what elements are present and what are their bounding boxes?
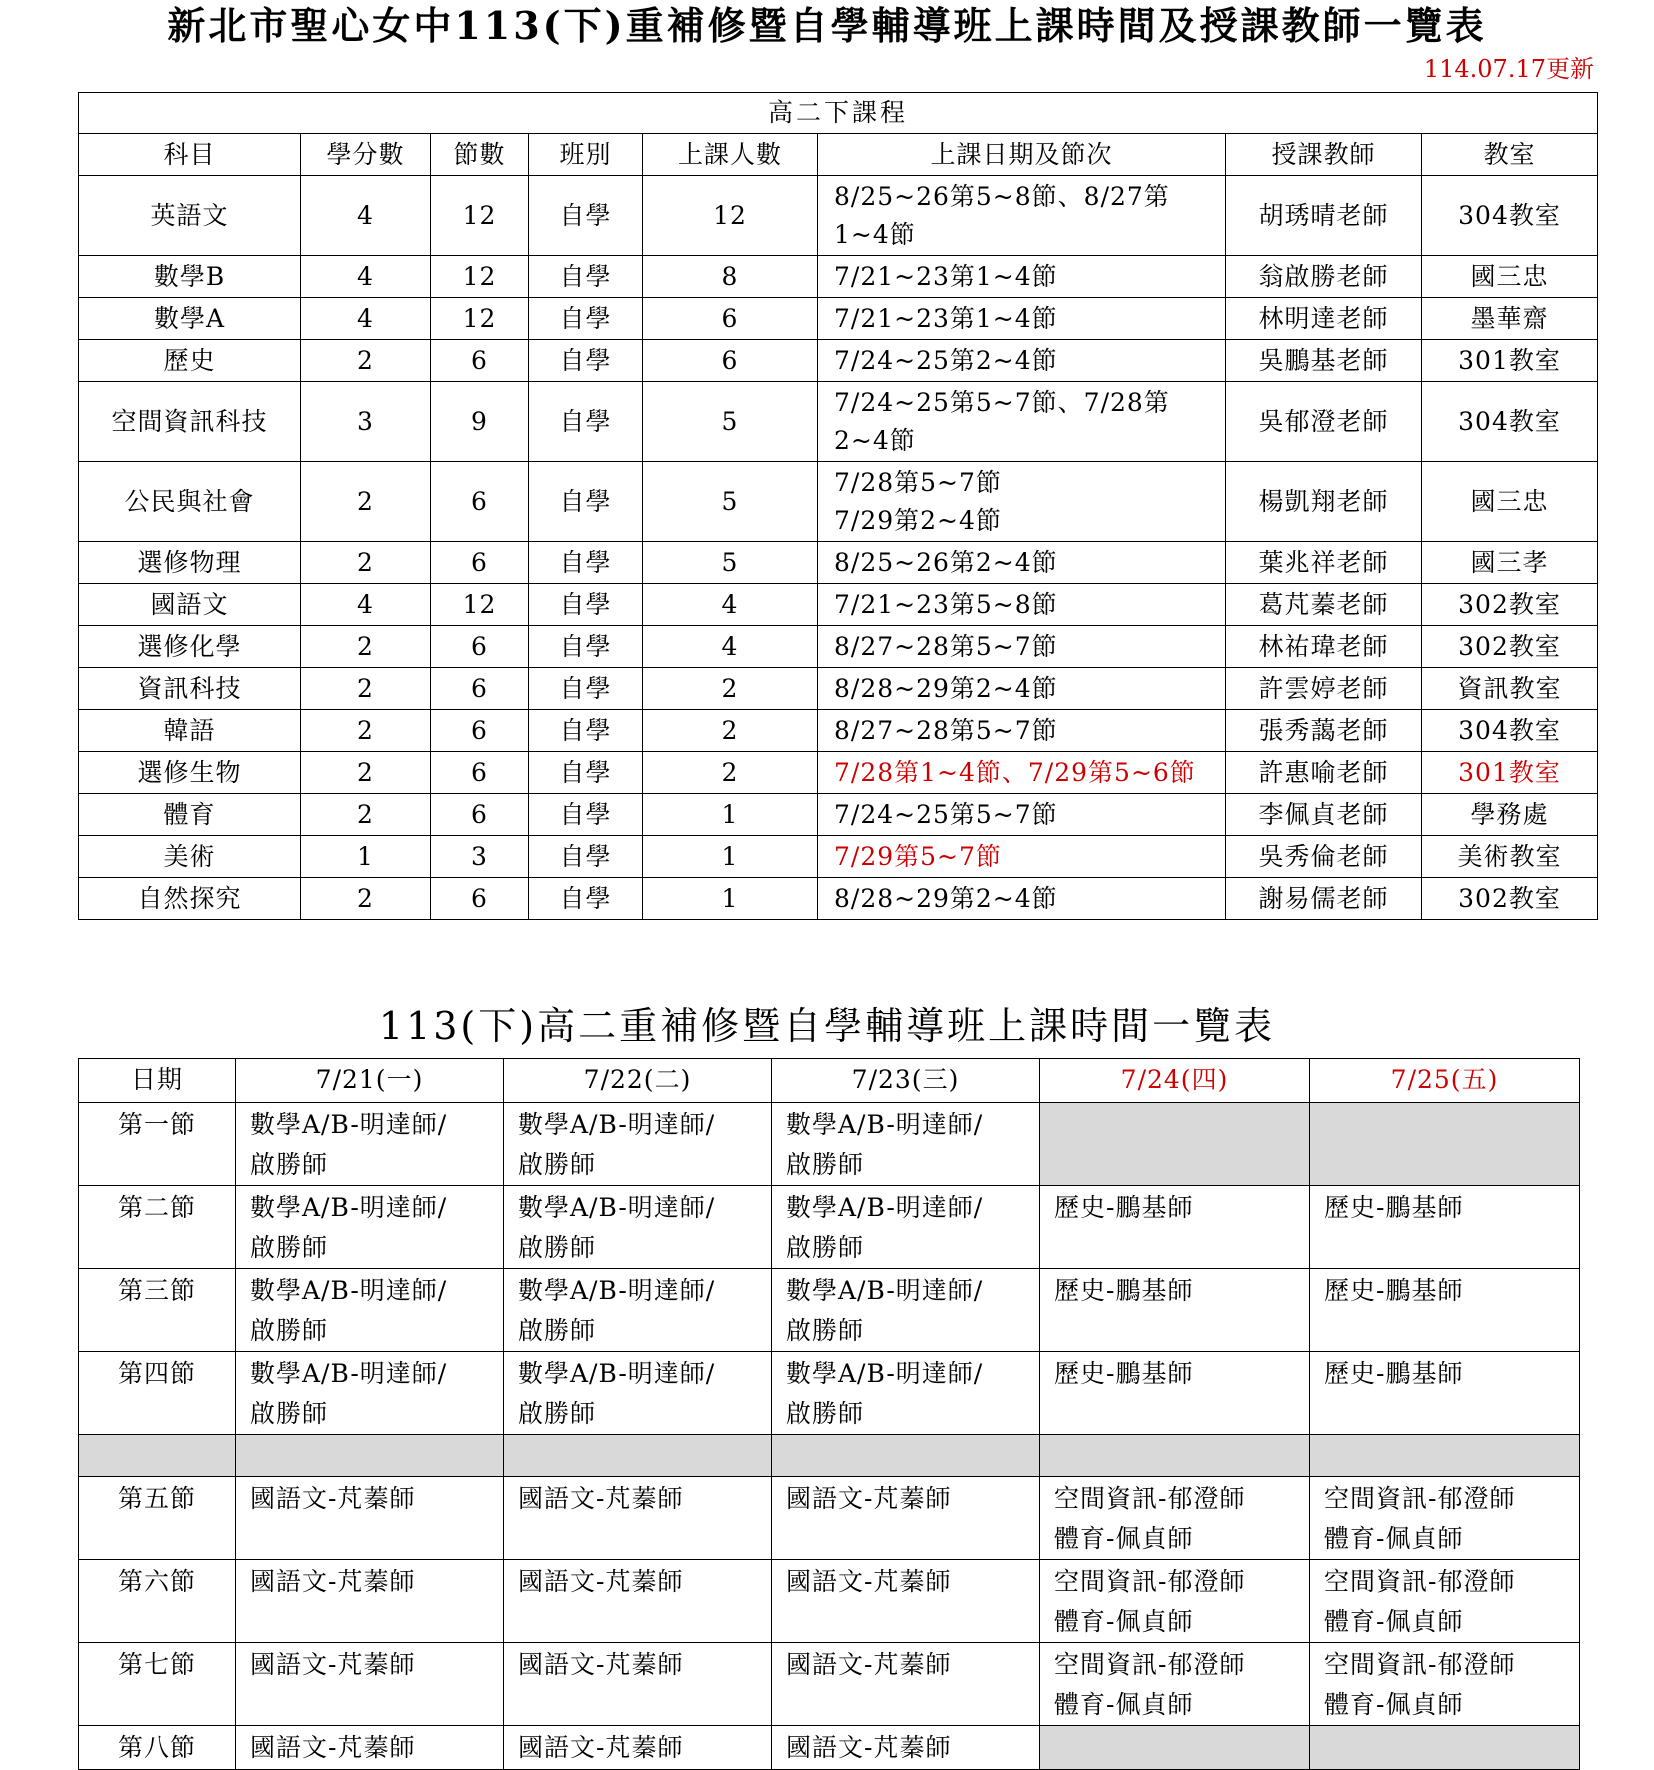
class-entry: 歷史-鵬基師 xyxy=(1324,1193,1464,1222)
cell-class: 自學 xyxy=(529,584,643,626)
cell-room: 304教室 xyxy=(1422,382,1598,462)
cell-students: 4 xyxy=(643,626,818,668)
cell-credits: 2 xyxy=(301,668,431,710)
cell-schedule: 8/25~26第2~4節 xyxy=(818,542,1226,584)
cell-class: 自學 xyxy=(529,626,643,668)
cell-students: 2 xyxy=(643,668,818,710)
class-entry: 空間資訊-郁澄師 xyxy=(1324,1650,1516,1679)
cell-credits: 2 xyxy=(301,710,431,752)
cell-class: 自學 xyxy=(529,794,643,836)
cell-students: 5 xyxy=(643,382,818,462)
table-row xyxy=(79,878,1598,920)
cell-teacher: 葛芃蓁老師 xyxy=(1226,584,1422,626)
cell-subject: 選修化學 xyxy=(79,626,301,668)
cell-schedule: 7/24~25第5~7節 xyxy=(818,794,1226,836)
schedule-cell xyxy=(1310,1477,1580,1560)
cell-periods: 6 xyxy=(431,462,529,542)
table-row xyxy=(79,340,1598,382)
cell-students: 1 xyxy=(643,836,818,878)
cell-periods: 9 xyxy=(431,382,529,462)
schedule-cell xyxy=(1310,1186,1580,1269)
schedule-cell xyxy=(236,1186,504,1269)
cell-periods: 12 xyxy=(431,176,529,256)
class-entry: 數學A/B-明達師/ xyxy=(518,1193,716,1222)
schedule-cell xyxy=(504,1269,772,1352)
cell-schedule: 8/25~26第5~8節、8/27第1~4節 xyxy=(818,176,1226,256)
schedule-row xyxy=(79,1643,1580,1726)
schedule-line: 7/29第2~4節 xyxy=(834,505,1002,535)
cell-students: 2 xyxy=(643,710,818,752)
cell-students: 4 xyxy=(643,584,818,626)
schedule-cell xyxy=(772,1560,1040,1643)
schedule-table xyxy=(78,1058,1580,1770)
cell-periods: 6 xyxy=(431,626,529,668)
class-entry: 歷史-鵬基師 xyxy=(1324,1276,1464,1305)
schedule-cell xyxy=(772,1477,1040,1560)
schedule-cell xyxy=(1040,1352,1310,1435)
schedule-cell xyxy=(1040,1560,1310,1643)
class-entry: 啟勝師 xyxy=(518,1316,597,1345)
schedule-title: 113(下)高二重補修暨自學輔導班上課時間一覽表 xyxy=(378,1004,1276,1048)
class-entry: 啟勝師 xyxy=(250,1233,329,1262)
cell-students: 6 xyxy=(643,298,818,340)
class-entry: 體育-佩貞師 xyxy=(1054,1524,1194,1553)
table-row xyxy=(79,752,1598,794)
cell-teacher: 許雲婷老師 xyxy=(1226,668,1422,710)
document-title: 新北市聖心女中113(下)重補修暨自學輔導班上課時間及授課教師一覽表 xyxy=(167,3,1487,48)
cell-class: 自學 xyxy=(529,298,643,340)
cell-subject: 美術 xyxy=(79,836,301,878)
column-header: 節數 xyxy=(431,134,529,176)
cell-subject: 韓語 xyxy=(79,710,301,752)
class-entry: 數學A/B-明達師/ xyxy=(250,1276,448,1305)
cell-students: 5 xyxy=(643,462,818,542)
schedule-cell xyxy=(504,1643,772,1726)
class-entry: 啟勝師 xyxy=(786,1150,865,1179)
cell-room: 美術教室 xyxy=(1422,836,1598,878)
cell-periods: 6 xyxy=(431,878,529,920)
cell-schedule xyxy=(818,462,1226,542)
schedule-cell xyxy=(772,1643,1040,1726)
schedule-cell xyxy=(772,1103,1040,1186)
table-row xyxy=(79,542,1598,584)
cell-periods: 6 xyxy=(431,752,529,794)
schedule-cell xyxy=(236,1726,504,1770)
column-header: 授課教師 xyxy=(1226,134,1422,176)
cell-class: 自學 xyxy=(529,710,643,752)
table-row xyxy=(79,794,1598,836)
cell-credits: 4 xyxy=(301,298,431,340)
cell-periods: 6 xyxy=(431,710,529,752)
cell-teacher: 李佩貞老師 xyxy=(1226,794,1422,836)
schedule-cell xyxy=(1040,1477,1310,1560)
cell-teacher: 謝易儒老師 xyxy=(1226,878,1422,920)
updated-date: 114.07.17更新 xyxy=(1423,55,1594,83)
class-entry: 國語文-芃蓁師 xyxy=(518,1650,684,1679)
schedule-cell xyxy=(1040,1103,1310,1186)
cell-room: 墨華齋 xyxy=(1422,298,1598,340)
cell-periods: 6 xyxy=(431,668,529,710)
class-entry: 數學A/B-明達師/ xyxy=(786,1193,984,1222)
schedule-cell xyxy=(1040,1643,1310,1726)
class-entry: 體育-佩貞師 xyxy=(1324,1524,1464,1553)
cell-subject: 自然探究 xyxy=(79,878,301,920)
cell-room: 國三忠 xyxy=(1422,462,1598,542)
cell-credits: 2 xyxy=(301,340,431,382)
schedule-cell xyxy=(504,1726,772,1770)
period-label: 第三節 xyxy=(79,1269,236,1352)
period-label: 第四節 xyxy=(79,1352,236,1435)
cell-credits: 2 xyxy=(301,794,431,836)
class-entry: 國語文-芃蓁師 xyxy=(518,1484,684,1513)
column-header: 7/22(二) xyxy=(504,1059,772,1103)
cell-schedule: 7/21~23第5~8節 xyxy=(818,584,1226,626)
class-entry: 啟勝師 xyxy=(518,1399,597,1428)
cell-teacher: 吳郁澄老師 xyxy=(1226,382,1422,462)
cell-teacher: 張秀藹老師 xyxy=(1226,710,1422,752)
schedule-cell xyxy=(504,1477,772,1560)
schedule-cell xyxy=(236,1477,504,1560)
class-entry: 空間資訊-郁澄師 xyxy=(1054,1650,1246,1679)
schedule-cell xyxy=(1040,1435,1310,1477)
class-entry: 國語文-芃蓁師 xyxy=(250,1484,416,1513)
column-header: 科目 xyxy=(79,134,301,176)
cell-subject: 數學A xyxy=(79,298,301,340)
schedule-cell xyxy=(236,1352,504,1435)
cell-subject: 數學B xyxy=(79,256,301,298)
column-header: 7/23(三) xyxy=(772,1059,1040,1103)
class-entry: 數學A/B-明達師/ xyxy=(250,1193,448,1222)
class-entry: 空間資訊-郁澄師 xyxy=(1324,1567,1516,1596)
cell-students: 2 xyxy=(643,752,818,794)
class-entry: 國語文-芃蓁師 xyxy=(250,1733,416,1762)
class-entry: 國語文-芃蓁師 xyxy=(250,1650,416,1679)
course-table xyxy=(78,92,1598,920)
period-label: 第八節 xyxy=(79,1726,236,1770)
course-table-caption: 高二下課程 xyxy=(79,93,1598,134)
class-entry: 啟勝師 xyxy=(786,1316,865,1345)
cell-periods: 12 xyxy=(431,298,529,340)
schedule-cell xyxy=(504,1435,772,1477)
cell-subject: 公民與社會 xyxy=(79,462,301,542)
schedule-cell xyxy=(236,1269,504,1352)
cell-class: 自學 xyxy=(529,836,643,878)
cell-periods: 12 xyxy=(431,256,529,298)
schedule-cell xyxy=(504,1186,772,1269)
schedule-cell xyxy=(1040,1186,1310,1269)
class-entry: 歷史-鵬基師 xyxy=(1054,1193,1194,1222)
cell-class: 自學 xyxy=(529,340,643,382)
cell-subject: 歷史 xyxy=(79,340,301,382)
cell-credits: 4 xyxy=(301,176,431,256)
class-entry: 數學A/B-明達師/ xyxy=(518,1276,716,1305)
period-label xyxy=(79,1435,236,1477)
column-header: 7/25(五) xyxy=(1310,1059,1580,1103)
schedule-cell xyxy=(1310,1103,1580,1186)
cell-periods: 12 xyxy=(431,584,529,626)
schedule-row xyxy=(79,1186,1580,1269)
schedule-cell xyxy=(1310,1435,1580,1477)
class-entry: 空間資訊-郁澄師 xyxy=(1324,1484,1516,1513)
column-header: 7/24(四) xyxy=(1040,1059,1310,1103)
schedule-cell xyxy=(1310,1643,1580,1726)
cell-schedule: 7/21~23第1~4節 xyxy=(818,298,1226,340)
period-label: 第五節 xyxy=(79,1477,236,1560)
cell-students: 6 xyxy=(643,340,818,382)
schedule-row xyxy=(79,1560,1580,1643)
table-row xyxy=(79,836,1598,878)
cell-schedule: 7/24~25第2~4節 xyxy=(818,340,1226,382)
cell-students: 8 xyxy=(643,256,818,298)
cell-credits: 3 xyxy=(301,382,431,462)
cell-credits: 2 xyxy=(301,626,431,668)
class-entry: 啟勝師 xyxy=(518,1150,597,1179)
cell-credits: 2 xyxy=(301,462,431,542)
cell-class: 自學 xyxy=(529,752,643,794)
cell-teacher: 林祐瑋老師 xyxy=(1226,626,1422,668)
table-row xyxy=(79,256,1598,298)
schedule-cell xyxy=(236,1103,504,1186)
class-entry: 國語文-芃蓁師 xyxy=(250,1567,416,1596)
cell-class: 自學 xyxy=(529,542,643,584)
schedule-cell xyxy=(772,1726,1040,1770)
cell-credits: 1 xyxy=(301,836,431,878)
class-entry: 歷史-鵬基師 xyxy=(1054,1276,1194,1305)
period-label: 第七節 xyxy=(79,1643,236,1726)
schedule-cell xyxy=(1040,1726,1310,1770)
column-header: 上課人數 xyxy=(643,134,818,176)
cell-teacher: 林明達老師 xyxy=(1226,298,1422,340)
class-entry: 體育-佩貞師 xyxy=(1054,1690,1194,1719)
cell-subject: 資訊科技 xyxy=(79,668,301,710)
class-entry: 數學A/B-明達師/ xyxy=(250,1359,448,1388)
cell-room: 302教室 xyxy=(1422,878,1598,920)
column-header: 學分數 xyxy=(301,134,431,176)
schedule-cell xyxy=(236,1643,504,1726)
class-entry: 國語文-芃蓁師 xyxy=(786,1567,952,1596)
column-header: 教室 xyxy=(1422,134,1598,176)
cell-schedule: 8/28~29第2~4節 xyxy=(818,668,1226,710)
column-header: 上課日期及節次 xyxy=(818,134,1226,176)
cell-periods: 6 xyxy=(431,542,529,584)
schedule-row xyxy=(79,1726,1580,1770)
class-entry: 數學A/B-明達師/ xyxy=(786,1276,984,1305)
schedule-cell xyxy=(504,1103,772,1186)
cell-schedule: 8/28~29第2~4節 xyxy=(818,878,1226,920)
schedule-row xyxy=(79,1435,1580,1477)
cell-teacher: 胡琇晴老師 xyxy=(1226,176,1422,256)
cell-credits: 2 xyxy=(301,878,431,920)
cell-students: 1 xyxy=(643,878,818,920)
cell-subject: 國語文 xyxy=(79,584,301,626)
schedule-cell xyxy=(772,1186,1040,1269)
table-row xyxy=(79,176,1598,256)
cell-subject: 英語文 xyxy=(79,176,301,256)
schedule-row xyxy=(79,1269,1580,1352)
cell-schedule: 8/27~28第5~7節 xyxy=(818,626,1226,668)
class-entry: 空間資訊-郁澄師 xyxy=(1054,1567,1246,1596)
cell-periods: 6 xyxy=(431,340,529,382)
schedule-cell xyxy=(1310,1269,1580,1352)
schedule-row xyxy=(79,1103,1580,1186)
cell-teacher: 許惠喻老師 xyxy=(1226,752,1422,794)
period-label: 第六節 xyxy=(79,1560,236,1643)
cell-class: 自學 xyxy=(529,878,643,920)
schedule-cell xyxy=(772,1352,1040,1435)
cell-room: 國三忠 xyxy=(1422,256,1598,298)
class-entry: 啟勝師 xyxy=(250,1150,329,1179)
cell-students: 12 xyxy=(643,176,818,256)
cell-class: 自學 xyxy=(529,176,643,256)
class-entry: 國語文-芃蓁師 xyxy=(786,1650,952,1679)
cell-teacher: 楊凱翔老師 xyxy=(1226,462,1422,542)
cell-subject: 體育 xyxy=(79,794,301,836)
table-row xyxy=(79,462,1598,542)
cell-room: 302教室 xyxy=(1422,626,1598,668)
column-header: 班別 xyxy=(529,134,643,176)
cell-room: 資訊教室 xyxy=(1422,668,1598,710)
schedule-cell xyxy=(1310,1352,1580,1435)
class-entry: 數學A/B-明達師/ xyxy=(518,1110,716,1139)
schedule-cell xyxy=(504,1352,772,1435)
cell-students: 5 xyxy=(643,542,818,584)
cell-room: 304教室 xyxy=(1422,710,1598,752)
class-entry: 體育-佩貞師 xyxy=(1324,1690,1464,1719)
schedule-cell xyxy=(772,1269,1040,1352)
class-entry: 數學A/B-明達師/ xyxy=(786,1359,984,1388)
table-row xyxy=(79,298,1598,340)
column-header: 日期 xyxy=(79,1059,236,1103)
class-entry: 歷史-鵬基師 xyxy=(1324,1359,1464,1388)
table-row xyxy=(79,626,1598,668)
period-label: 第二節 xyxy=(79,1186,236,1269)
class-entry: 國語文-芃蓁師 xyxy=(786,1484,952,1513)
cell-schedule: 7/29第5~7節 xyxy=(818,836,1226,878)
class-entry: 數學A/B-明達師/ xyxy=(518,1359,716,1388)
cell-teacher: 吳秀倫老師 xyxy=(1226,836,1422,878)
cell-class: 自學 xyxy=(529,256,643,298)
schedule-cell xyxy=(1310,1560,1580,1643)
class-entry: 國語文-芃蓁師 xyxy=(518,1733,684,1762)
cell-schedule: 7/21~23第1~4節 xyxy=(818,256,1226,298)
schedule-cell xyxy=(236,1560,504,1643)
cell-room: 304教室 xyxy=(1422,176,1598,256)
table-row xyxy=(79,584,1598,626)
cell-periods: 3 xyxy=(431,836,529,878)
cell-class: 自學 xyxy=(529,668,643,710)
cell-periods: 6 xyxy=(431,794,529,836)
class-entry: 空間資訊-郁澄師 xyxy=(1054,1484,1246,1513)
cell-room: 學務處 xyxy=(1422,794,1598,836)
cell-class: 自學 xyxy=(529,462,643,542)
cell-subject: 選修物理 xyxy=(79,542,301,584)
schedule-cell xyxy=(504,1560,772,1643)
cell-room: 國三孝 xyxy=(1422,542,1598,584)
table-row xyxy=(79,710,1598,752)
cell-credits: 2 xyxy=(301,542,431,584)
schedule-cell xyxy=(772,1435,1040,1477)
cell-schedule: 7/24~25第5~7節、7/28第2~4節 xyxy=(818,382,1226,462)
class-entry: 體育-佩貞師 xyxy=(1324,1607,1464,1636)
class-entry: 啟勝師 xyxy=(786,1399,865,1428)
schedule-cell xyxy=(1310,1726,1580,1770)
cell-room: 302教室 xyxy=(1422,584,1598,626)
class-entry: 國語文-芃蓁師 xyxy=(518,1567,684,1596)
cell-subject: 選修生物 xyxy=(79,752,301,794)
cell-teacher: 葉兆祥老師 xyxy=(1226,542,1422,584)
class-entry: 歷史-鵬基師 xyxy=(1054,1359,1194,1388)
column-header: 7/21(一) xyxy=(236,1059,504,1103)
cell-teacher: 翁啟勝老師 xyxy=(1226,256,1422,298)
schedule-line: 7/28第5~7節 xyxy=(834,467,1002,497)
cell-room: 301教室 xyxy=(1422,340,1598,382)
cell-room: 301教室 xyxy=(1422,752,1598,794)
cell-subject: 空間資訊科技 xyxy=(79,382,301,462)
schedule-row xyxy=(79,1352,1580,1435)
cell-schedule: 7/28第1~4節、7/29第5~6節 xyxy=(818,752,1226,794)
cell-schedule: 8/27~28第5~7節 xyxy=(818,710,1226,752)
class-entry: 數學A/B-明達師/ xyxy=(250,1110,448,1139)
cell-class: 自學 xyxy=(529,382,643,462)
cell-credits: 4 xyxy=(301,584,431,626)
cell-credits: 4 xyxy=(301,256,431,298)
schedule-row xyxy=(79,1477,1580,1560)
schedule-cell xyxy=(1040,1269,1310,1352)
period-label: 第一節 xyxy=(79,1103,236,1186)
class-entry: 國語文-芃蓁師 xyxy=(786,1733,952,1762)
cell-students: 1 xyxy=(643,794,818,836)
class-entry: 啟勝師 xyxy=(786,1233,865,1262)
schedule-cell xyxy=(236,1435,504,1477)
class-entry: 啟勝師 xyxy=(250,1399,329,1428)
class-entry: 啟勝師 xyxy=(250,1316,329,1345)
table-row xyxy=(79,382,1598,462)
cell-teacher: 吳鵬基老師 xyxy=(1226,340,1422,382)
cell-credits: 2 xyxy=(301,752,431,794)
class-entry: 體育-佩貞師 xyxy=(1054,1607,1194,1636)
class-entry: 啟勝師 xyxy=(518,1233,597,1262)
class-entry: 數學A/B-明達師/ xyxy=(786,1110,984,1139)
table-row xyxy=(79,668,1598,710)
